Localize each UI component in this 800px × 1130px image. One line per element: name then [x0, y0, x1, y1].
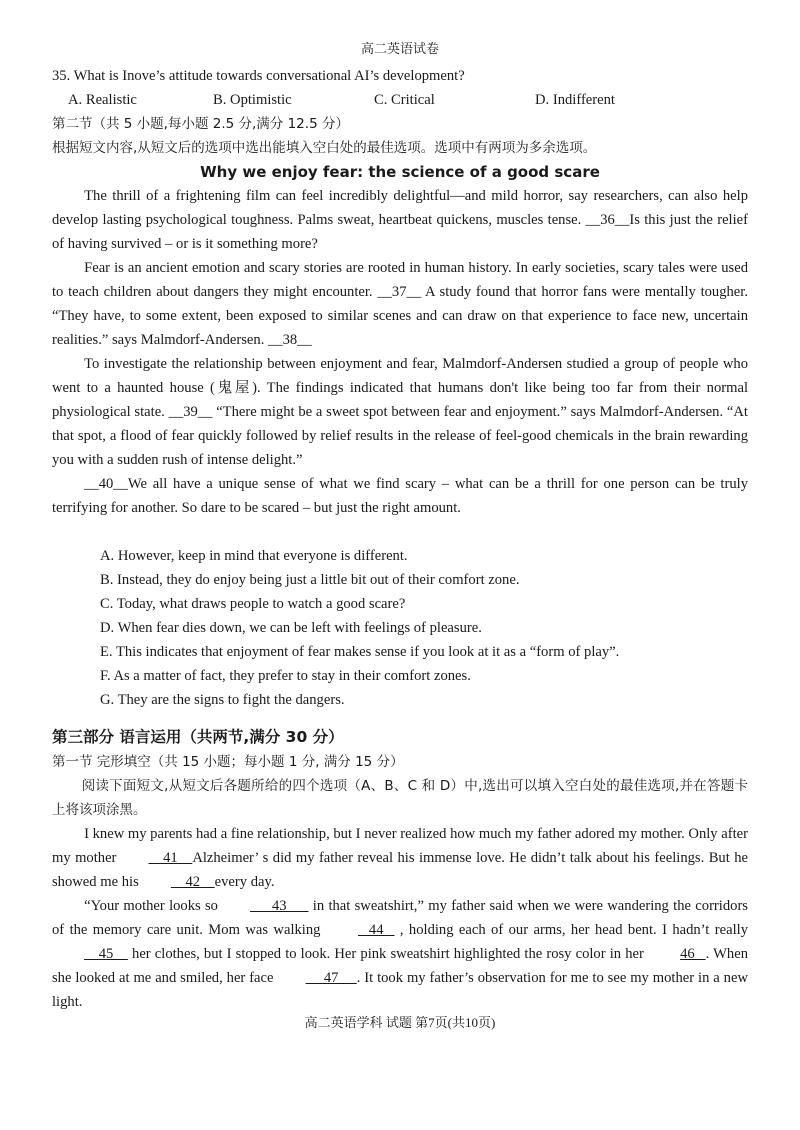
question-35-options — [52, 88, 748, 112]
choice-g: G. They are the signs to fight the dangers. — [100, 692, 345, 708]
section2-heading: 第二节（共 5 小题,每小题 2.5 分,满分 12.5 分） — [52, 116, 349, 132]
choice-b: B. Instead, they do enjoy being just a little bit out of their comfort zone. — [100, 572, 520, 588]
choice-d: D. When fear dies down, we can be left with feelings of pleasure. — [100, 620, 482, 636]
part3-sub-heading: 第一节 完形填空（共 15 小题；每小题 1 分, 满分 15 分） — [52, 754, 404, 770]
blank-45: 45 — [84, 946, 128, 962]
cloze-text: . It took my father’s observation for me to see my mother in a new light. — [52, 970, 748, 1010]
blank-47: 47 — [305, 970, 357, 986]
cloze-paragraph-1 — [52, 822, 748, 894]
cloze-text: . When she looked at me and smiled, her face — [52, 946, 748, 986]
option-b: B. Optimistic — [213, 92, 292, 108]
choice-f: F. As a matter of fact, they prefer to stay in their comfort zones. — [100, 668, 471, 684]
passage-title: Why we enjoy fear: the science of a good scare — [200, 163, 600, 181]
blank-41: 41 — [148, 850, 193, 866]
passage-paragraph-3: To investigate the relationship between enjoyment and fear, Malmdorf-Andersen studied a group of people who went to a haunted house (鬼屋). The findings indicated that humans don't like being too far from their normal physiological state. __39__ “There might be a sweet spot between fear and enjoyment.” says Malmdorf-Andersen. “At that spot, a flood of fear quickly followed by relief results in the release of feel-good chemicals in the brain rewarding you with a sudden rush of intense delight.” — [52, 356, 748, 468]
passage-paragraph-2: Fear is an ancient emotion and scary stories are rooted in human history. In early societies, scary tales were used to teach children about dangers they might encounter. __37__ A study found that horror fans were mentally tougher. “They have, to some extent, been exposed to similar scenes and can draw on that experience to face new, uncertain realities.” says Malmdorf-Andersen. __38__ — [52, 260, 748, 348]
page-footer: 高二英语学科 试题 第7页(共10页) — [304, 1015, 496, 1030]
page-header: 高二英语试卷 — [360, 41, 439, 56]
cloze-text: “Your mother looks so — [84, 898, 218, 914]
section2-instruction: 根据短文内容,从短文后的选项中选出能填入空白处的最佳选项。选项中有两项为多余选项。 — [52, 140, 597, 156]
cloze-text: Alzheimer’ s did my father reveal his immense love. He didn’t talk about his feelings. But he showed me his — [52, 850, 748, 890]
cloze-text: , holding each of our arms, her head bent. I hadn’t really — [394, 922, 748, 938]
choice-a: A. However, keep in mind that everyone is different. — [100, 548, 408, 564]
blank-43: 43 — [250, 898, 309, 914]
cloze-text: in that sweatshirt,” my father said when we were wandering the corridors of the memory care unit. Mom was walking — [52, 898, 748, 938]
passage-paragraph-4: __40__We all have a unique sense of what we find scary – what can be a thrill for one person can be truly terrifying for another. So dare to be scared – but just the right amount. — [52, 476, 748, 516]
page-content — [52, 64, 748, 1014]
choice-list — [52, 544, 748, 712]
part3-title: 第三部分 语言运用（共两节,满分 30 分） — [52, 728, 344, 746]
cloze-text: every day. — [214, 874, 275, 890]
cloze-text: her clothes, but I stopped to look. Her pink sweatshirt highlighted the rosy color in her — [127, 946, 648, 962]
option-a: A. Realistic — [68, 92, 137, 108]
part3-instruction: 阅读下面短文,从短文后各题所给的四个选项（A、B、C 和 D）中,选出可以填入空白处的最佳选项,并在答题卡上将该项涂黑。 — [52, 778, 748, 818]
choice-e: E. This indicates that enjoyment of fear makes sense if you look at it as a “form of play”. — [100, 644, 620, 660]
question-35: 35. What is Inove’s attitude towards conversational AI’s development? — [52, 68, 465, 84]
cloze-paragraph-2 — [52, 894, 748, 1014]
blank-46: 46 — [680, 946, 706, 962]
choice-c: C. Today, what draws people to watch a good scare? — [100, 596, 406, 612]
blank-44: 44 — [357, 922, 395, 938]
option-d: D. Indifferent — [535, 92, 615, 108]
passage-paragraph-1: The thrill of a frightening film can feel incredibly delightful—and mild horror, say researchers, can also help develop lasting psychological toughness. Palms sweat, heartbeat quickens, muscles tense. __36__Is this just the relief of having survived – or is it something more? — [52, 188, 748, 252]
option-c: C. Critical — [374, 92, 435, 108]
cloze-text: I knew my parents had a fine relationship, but I never realized how much my father adored my mother. Only after my mother — [52, 826, 748, 866]
blank-42: 42 — [170, 874, 215, 890]
